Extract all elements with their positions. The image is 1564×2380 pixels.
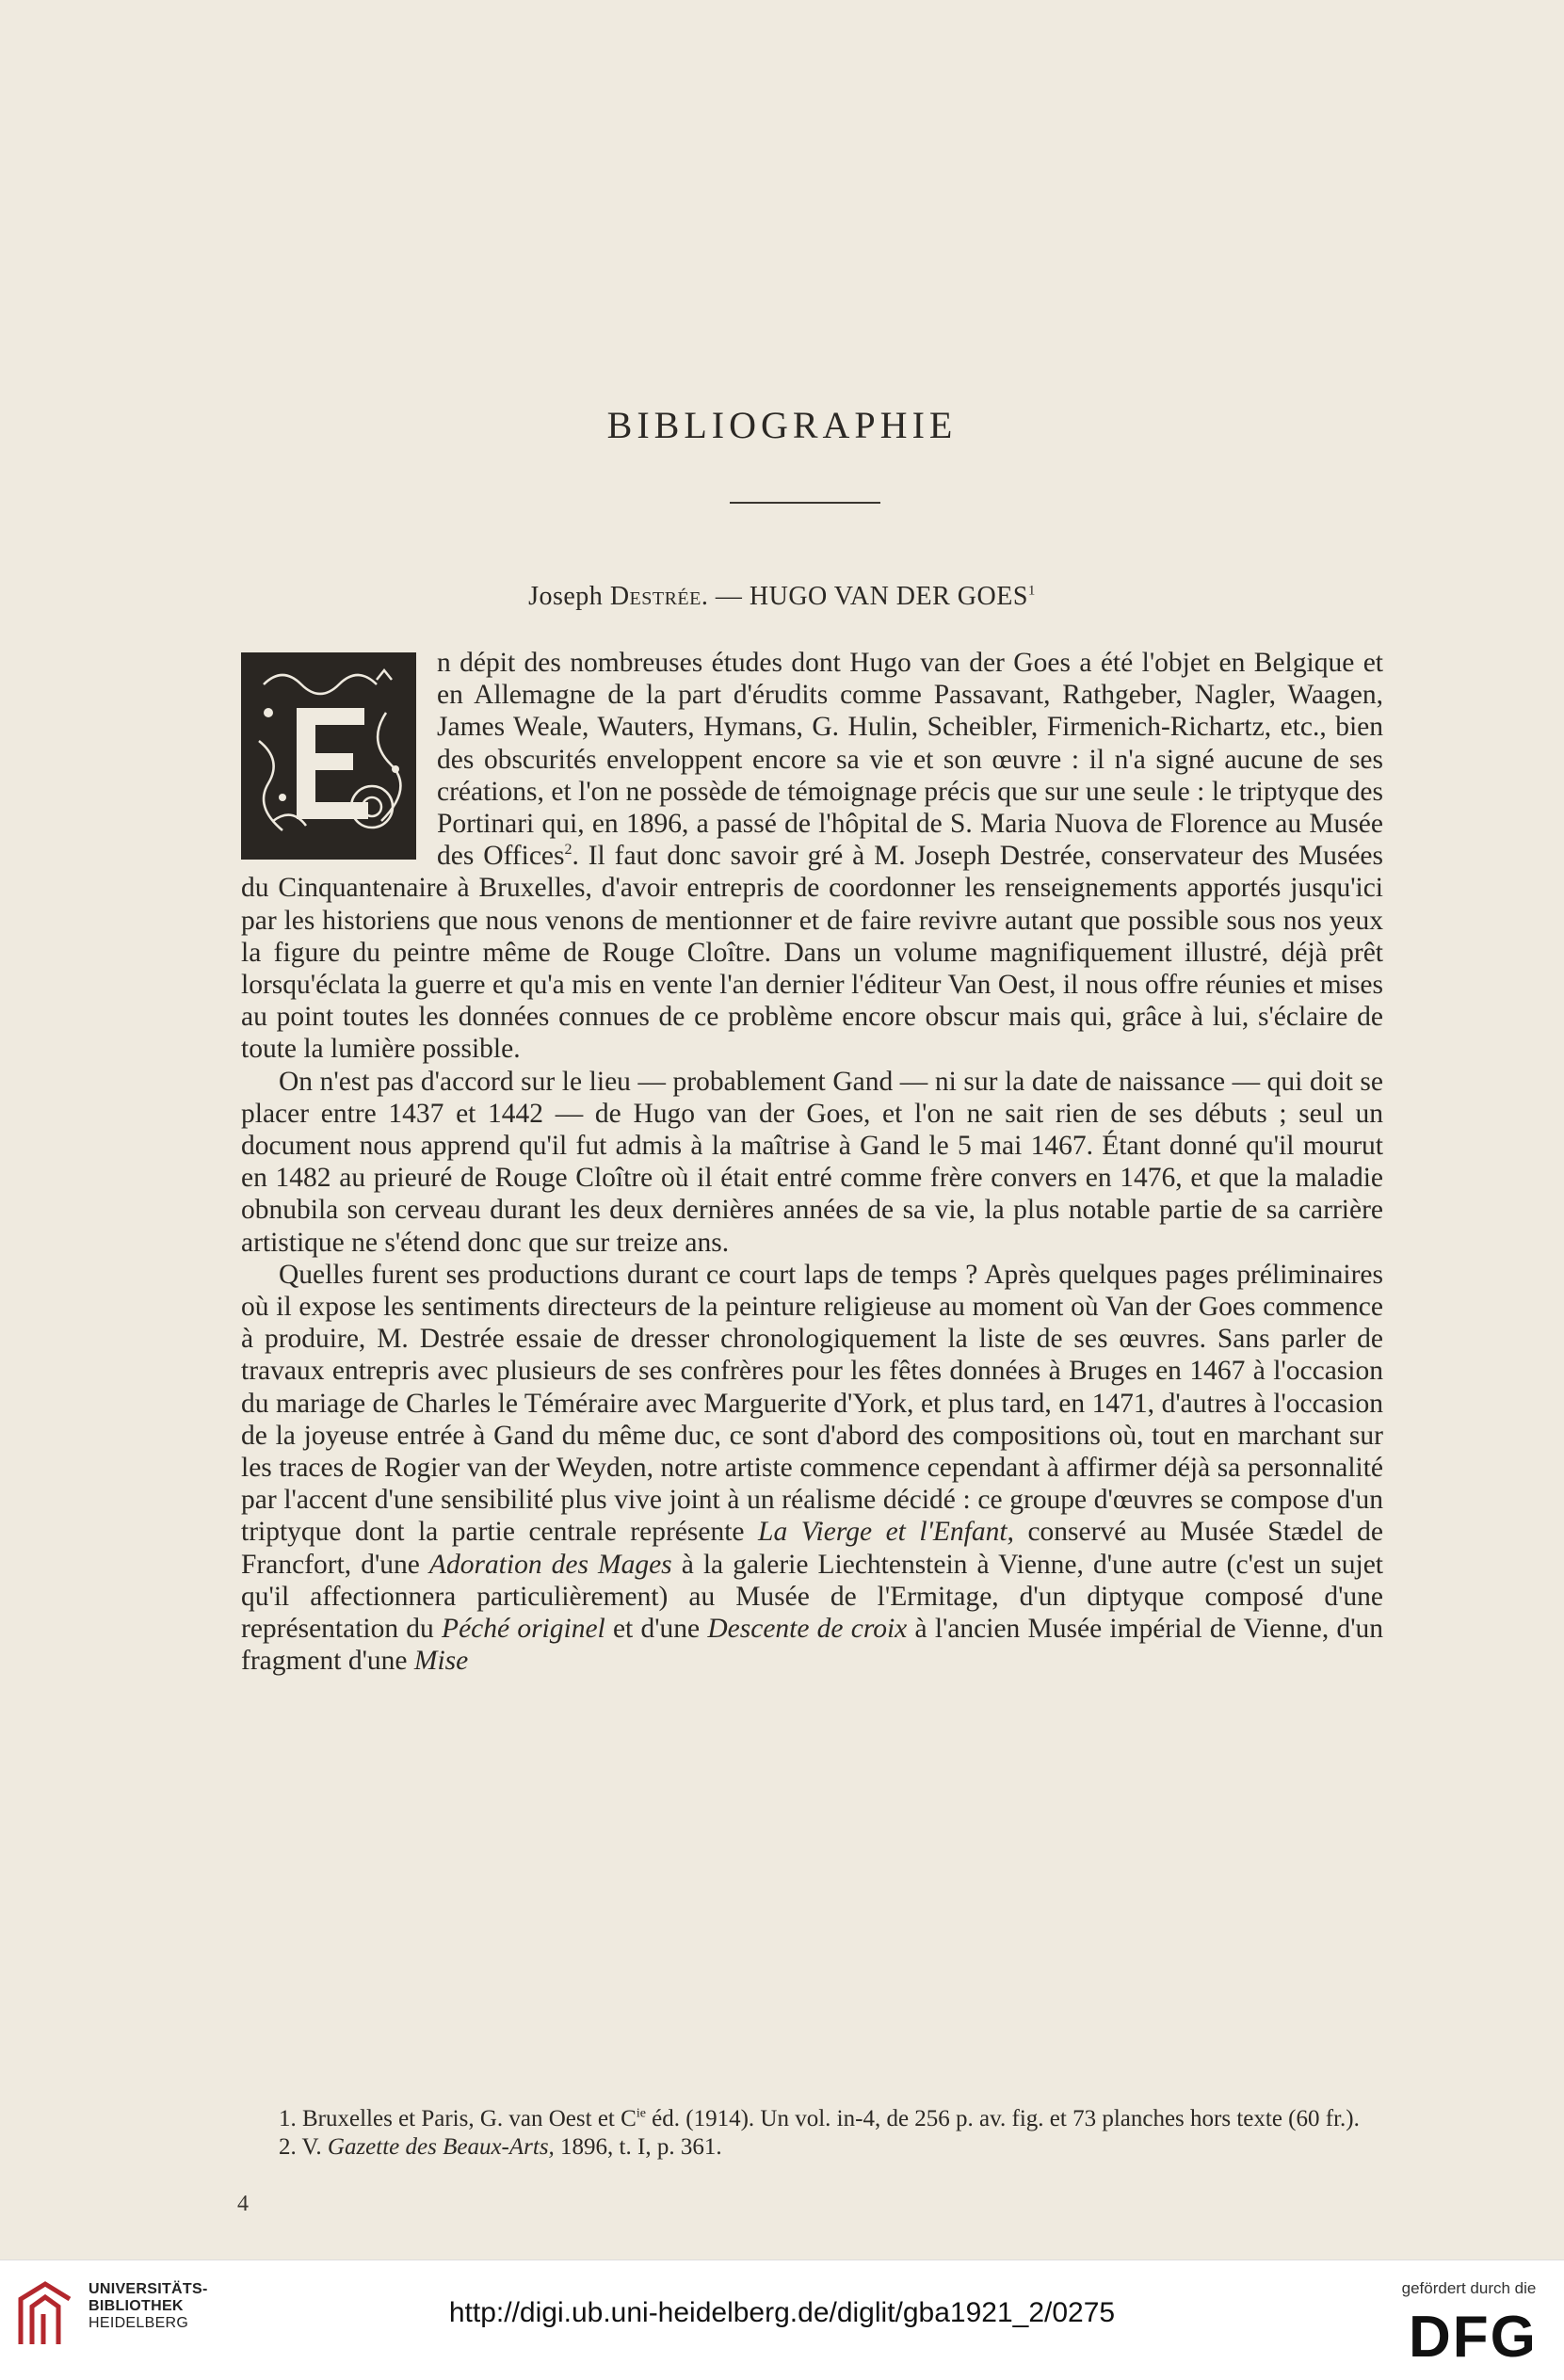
article-author-surname: Destrée. (609, 582, 709, 611)
fn1-b: éd. (1914). Un vol. in-4, de 256 p. av. fig. et 73 planches hors texte (60 fr.). (645, 2106, 1360, 2131)
p3-italic-1: La Vierge et l'Enfant, (758, 1517, 1014, 1548)
p3-italic-3: Péché originel (442, 1614, 605, 1645)
paragraph-1-text-a: n dépit des nombreuses études dont Hugo van der Goes a été l'objet en Belgique et en Allemagne de la part d'érudits comme Passavant, Rathgeber, Nagler, Waagen, James Weale, Wauters, Hymans, G. Hulin, Scheibler, Firmenich-Richartz, etc., bien des obscurités enveloppent encore sa vie et son œuvre : il n'a signé aucune de ses créations, et l'on ne possède de témoignage précis que sur une seule : le triptyque des Portinari qui, en 1896, a passé de l'hôpital de S. Maria Nuova de Florence au Musée des Offices (437, 648, 1383, 872)
paragraph-3 (241, 1259, 1383, 1678)
dfg-logo[interactable]: DFG (1409, 2305, 1538, 2370)
p3-italic-2: Adoration des Mages (428, 1549, 672, 1580)
library-line-3: HEIDELBERG (89, 2315, 189, 2331)
signature-mark: 4 (237, 2192, 249, 2216)
p3-b: conservé au Musée Stædel de Francfort, d'une (241, 1517, 1383, 1580)
fn2-b: 1896, t. I, p. 361. (554, 2134, 722, 2160)
footnote-2 (241, 2133, 1383, 2162)
sponsor-label: gefördert durch die (1401, 2279, 1537, 2297)
article-title: HUGO VAN DER GOES (749, 582, 1028, 611)
section-title: BIBLIOGRAPHIE (606, 404, 958, 446)
ornament-e-icon (245, 656, 412, 856)
p3-c: à la galerie Liechtenstein à Vienne, d'une autre (c'est un sujet qu'il affectionnera particulièrement) au Musée de l'Ermitage, d'un diptyque composé d'une représentation du (241, 1549, 1383, 1645)
permalink-url[interactable]: http://digi.ub.uni-heidelberg.de/diglit/gba1921_2/0275 (448, 2297, 1116, 2328)
fn1-a: 1. Bruxelles et Paris, G. van Oest et C (279, 2106, 637, 2131)
footnote-1 (241, 2105, 1383, 2133)
footnote-ref-2: 2 (564, 842, 572, 859)
title-rule (730, 502, 880, 504)
p3-italic-5: Mise (413, 1646, 469, 1677)
ornamental-initial (241, 652, 416, 860)
library-line-1: UNIVERSITÄTS- (89, 2281, 208, 2297)
paragraph-1-text-b: . Il faut donc savoir gré à M. Joseph Destrée, conservateur des Musées du Cinquantenaire à Bruxelles, d'avoir entrepris de coordonner les renseignements apportés jusqu'ici par les historiens que nous venons de mentionner et de faire revivre autant que possible sous nos yeux la figure du peintre même de Rouge Cloître. Dans un volume magnifiquement illustré, déjà prêt lorsqu'éclata la guerre et qu'a mis en vente l'an dernier l'éditeur Van Oest, il nous offre réunies et mises au point toutes les données connues de ce problème encore obscur mais qui, grâce à lui, s'éclaire de toute la lumière possible. (241, 841, 1383, 1065)
article-body (241, 647, 1383, 1678)
paragraph-1 (241, 647, 1383, 1066)
fn2-a: 2. V. (279, 2134, 328, 2160)
article-heading (0, 582, 1564, 612)
fn1-sup: ie (636, 2106, 646, 2121)
paragraph-2: On n'est pas d'accord sur le lieu — probablement Gand — ni sur la date de naissance — qui doit se placer entre 1437 et 1442 — de Hugo van der Goes, et l'on ne sait rien de ses débuts ; seul un document nous apprend qu'il fut admis à la maîtrise à Gand le 5 mai 1467. Étant donné qu'il mourut en 1482 au prieuré de Rouge Cloître où il était entré comme frère convers en 1476, et que la maladie obnubila son cerveau durant les deux dernières années de sa vie, la plus notable partie de sa carrière artistique ne s'étend donc que sur treize ans. (241, 1066, 1383, 1258)
footnote-area (241, 2105, 1383, 2162)
article-author: Joseph (528, 582, 604, 611)
article-note-ref: 1 (1027, 583, 1036, 599)
p3-italic-4: Descente de croix (707, 1614, 908, 1645)
p3-a: Quelles furent ses productions durant ce court laps de temps ? Après quelques pages préliminaires où il expose les sentiments directeurs de la peinture religieuse au moment où Van der Goes commence à produire, M. Destrée essaie de dresser chronologiquement la liste de ses œuvres. Sans parler de travaux entrepris avec plusieurs de ses confrères pour les fêtes données à Bruges en 1467 à l'occasion du mariage de Charles le Téméraire avec Marguerite d'York, et plus tard, en 1471, d'autres à l'occasion de la joyeuse entrée à Gand du même duc, ce sont d'abord des compositions où, tout en marchant sur les traces de Rogier van der Weyden, notre artiste commence cependant à affirmer déjà sa personnalité par l'accent d'une sensibilité plus vive joint à un réalisme décidé : ce groupe d'œuvres se compose d'un triptyque dont la partie centrale représente (241, 1259, 1383, 1548)
article-dash: — (708, 582, 750, 611)
fn2-italic: Gazette des Beaux-Arts, (327, 2134, 555, 2160)
p3-e: à l'ancien Musée impérial de Vienne, d'un fragment d'une (241, 1614, 1384, 1677)
p3-d: et d'une (605, 1614, 708, 1645)
library-line-2: BIBLIOTHEK (89, 2298, 184, 2314)
